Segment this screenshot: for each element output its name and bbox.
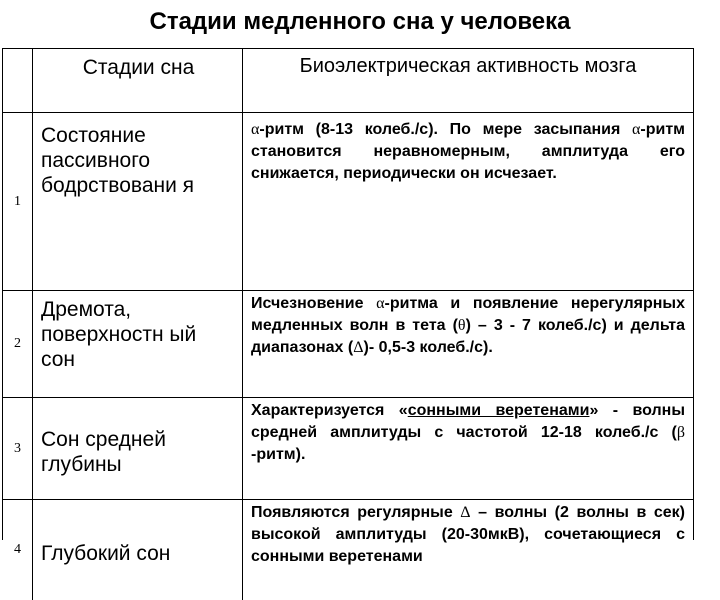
table-row <box>3 500 693 565</box>
activity-text: )- 0,5-3 колеб./с). <box>363 339 493 356</box>
page-title: Стадии медленного сна у человека <box>149 8 571 35</box>
theta-symbol: θ <box>457 317 466 334</box>
alpha-symbol: α <box>376 295 385 312</box>
beta-symbol: β <box>676 424 685 441</box>
row-number: 1 <box>3 113 33 290</box>
activity-text: -ритм (8-13 колеб./с). По мере засыпания <box>259 121 632 138</box>
activity-description <box>243 113 693 290</box>
header-num-cell <box>3 49 33 112</box>
stage-name: Состояние пассивного бодрствовани я <box>33 113 243 290</box>
activity-text: – волны (2 волны в сек) высокой амплитуды (20-30мкВ), сочетающиеся с сонными веретенами <box>251 504 686 565</box>
delta-symbol: Δ <box>353 339 364 356</box>
row-number: 3 <box>3 398 33 499</box>
activity-text-underlined: сонными веретенами <box>407 402 590 419</box>
sleep-stages-table <box>2 48 694 565</box>
activity-text: Исчезновение <box>251 295 377 312</box>
activity-text: -ритм становится неравномерным, амплитуда его снижается, периодически он исчезает. <box>251 121 685 182</box>
stage-name: Глубокий сон <box>33 500 243 600</box>
delta-symbol: Δ <box>460 504 471 521</box>
activity-text: -ритма и появление нерегулярных медленных волн в тета ( <box>251 295 685 334</box>
row-number: 4 <box>3 500 33 600</box>
alpha-symbol: α <box>632 121 641 138</box>
row-number: 2 <box>3 291 33 397</box>
table-row <box>3 291 693 398</box>
activity-description <box>243 500 693 600</box>
alpha-symbol: α <box>251 121 260 138</box>
table-row <box>3 113 693 291</box>
activity-text: -ритм). <box>251 446 306 463</box>
stage-name: Дремота, поверхностн ый сон <box>33 291 243 397</box>
table-header-row <box>3 49 693 113</box>
activity-text: ) – 3 - 7 колеб./с) и дельта диапазонах ( <box>251 317 685 356</box>
activity-text: » - волны средней амплитуды с частотой 12-18 колеб./с ( <box>251 402 686 441</box>
header-activity-cell: Биоэлектрическая активность мозга <box>299 55 637 77</box>
table-row <box>3 398 693 500</box>
activity-text: Характеризуется « <box>251 402 408 419</box>
stage-name: Сон средней глубины <box>33 398 243 499</box>
activity-description <box>243 398 693 499</box>
activity-text: Появляются регулярные <box>251 504 461 521</box>
header-stage-cell: Стадии сна <box>33 49 243 112</box>
activity-description <box>243 291 693 397</box>
